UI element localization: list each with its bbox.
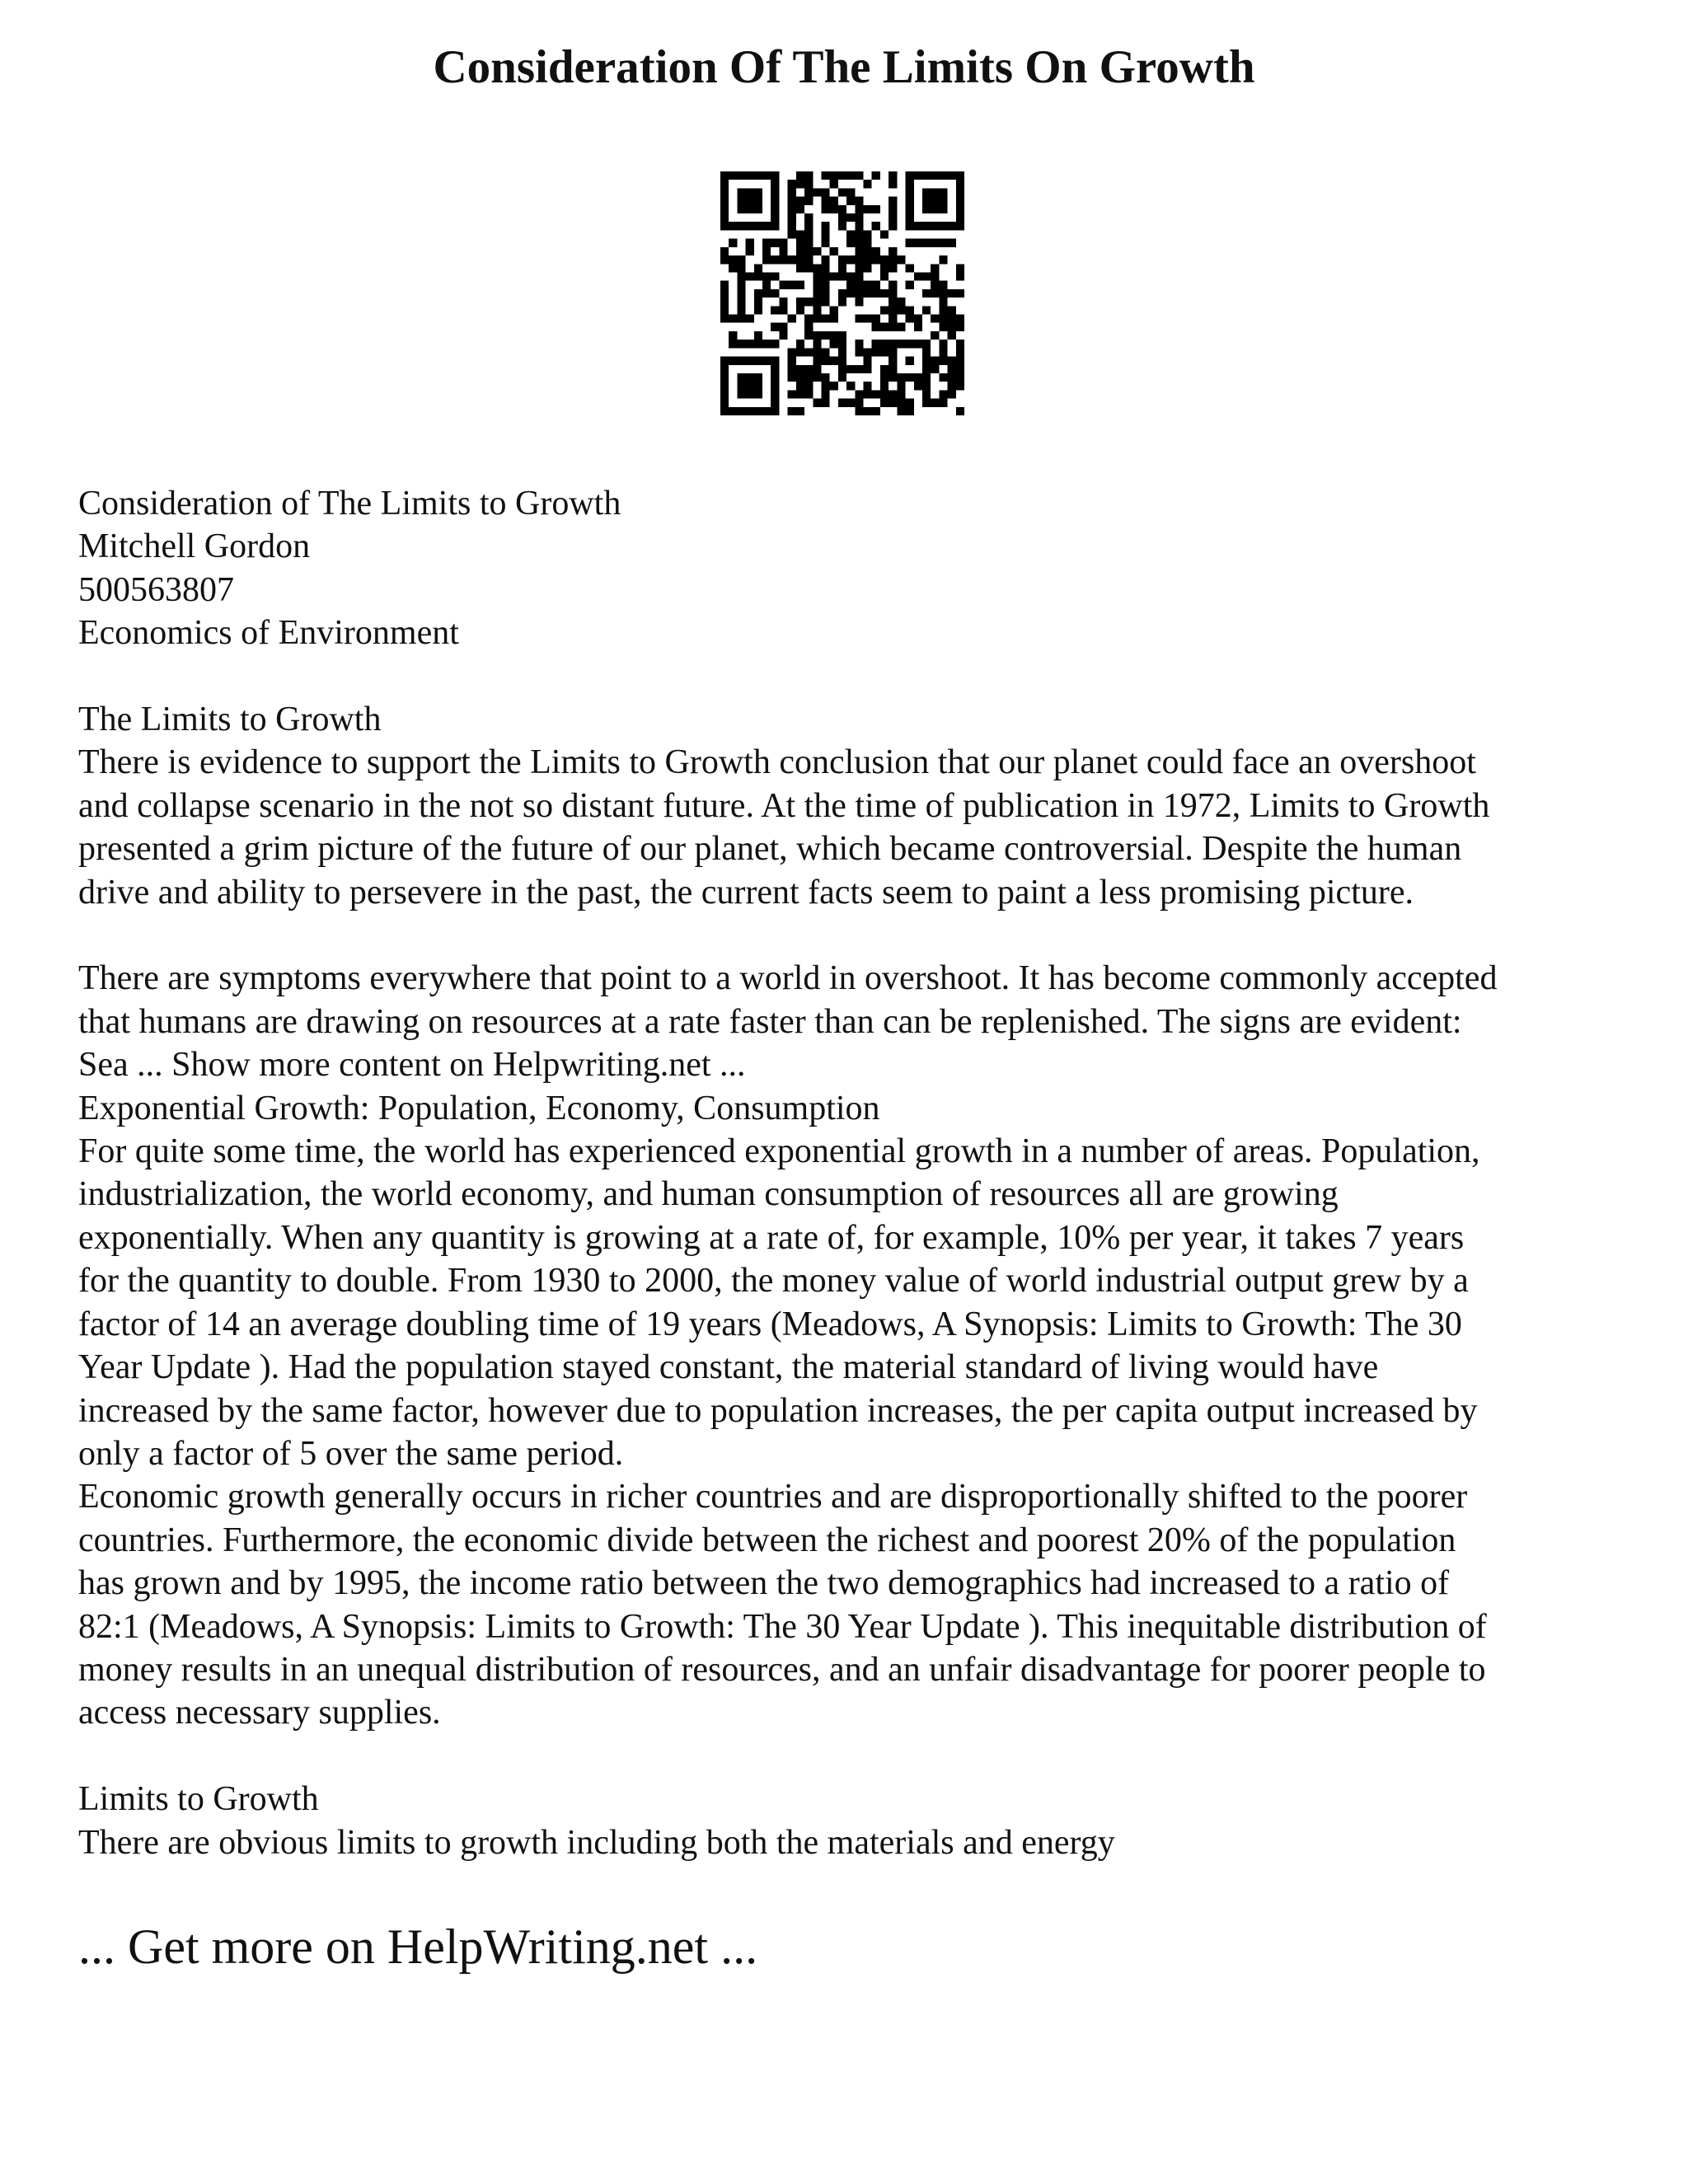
paragraph-line: Sea ... Show more content on Helpwriting.net ... <box>78 1046 746 1085</box>
paragraph-line: has grown and by 1995, the income ratio between the two demographics had increased to a ratio of <box>78 1564 1450 1603</box>
paragraph-line: only a factor of 5 over the same period. <box>78 1434 624 1473</box>
page-title: Consideration Of The Limits On Growth <box>433 41 1255 93</box>
section-limits-to-growth-2 <box>78 1778 1628 1864</box>
paragraph-line: drive and ability to persevere in the past, the current facts seem to paint a less promising picture. <box>78 873 1414 912</box>
paragraph-gap <box>78 1735 1628 1778</box>
paragraph-line: 82:1 (Meadows, A Synopsis: Limits to Growth: The 30 Year Update ). This inequitable distribution of <box>78 1607 1487 1646</box>
essay-title: Consideration of The Limits to Growth <box>78 485 621 523</box>
course-name: Economics of Environment <box>78 614 459 653</box>
paragraph-gap <box>78 655 1628 698</box>
section-heading: Exponential Growth: Population, Economy, Consumption <box>78 1089 880 1127</box>
get-more-link[interactable]: ... Get more on HelpWriting.net ... <box>78 1919 758 1974</box>
section-limits-to-growth <box>78 698 1628 914</box>
student-number: 500563807 <box>78 570 234 609</box>
section-heading: Limits to Growth <box>78 1780 319 1819</box>
paragraph-line: exponentially. When any quantity is growing at a rate of, for example, 10% per year, it takes 7 years <box>78 1218 1465 1257</box>
paragraph-line: factor of 14 an average doubling time of 19 years (Meadows, A Synopsis: Limits to Growth: The 30 <box>78 1305 1462 1343</box>
paragraph-line: industrialization, the world economy, and human consumption of resources all are growing <box>78 1175 1339 1214</box>
author-name: Mitchell Gordon <box>78 527 311 566</box>
paragraph-line: increased by the same factor, however due to population increases, the per capita output increased by <box>78 1391 1478 1430</box>
paragraph-line: money results in an unequal distribution of resources, and an unfair disadvantage for poorer people to <box>78 1650 1486 1689</box>
paragraph-line: and collapse scenario in the not so distant future. At the time of publication in 1972, Limits to Growth <box>78 786 1490 825</box>
paragraph-line: There are obvious limits to growth including both the materials and energy <box>78 1823 1115 1862</box>
paragraph-line: that humans are drawing on resources at a rate faster than can be replenished. The signs are evident: <box>78 1002 1462 1041</box>
document-body <box>78 482 1628 1864</box>
paragraph-line: presented a grim picture of the future of our planet, which became controversial. Despite the human <box>78 830 1462 869</box>
paragraph-line: For quite some time, the world has experienced exponential growth in a number of areas. Population, <box>78 1132 1480 1171</box>
cover-block <box>78 482 1628 655</box>
paragraph-line: There is evidence to support the Limits to Growth conclusion that our planet could face an overshoot <box>78 743 1476 782</box>
paragraph-line: access necessary supplies. <box>78 1694 441 1732</box>
qr-code-icon <box>720 171 964 415</box>
paragraph-line: for the quantity to double. From 1930 to 2000, the money value of world industrial output grew by a <box>78 1262 1469 1301</box>
paragraph-line: countries. Furthermore, the economic divide between the richest and poorest 20% of the population <box>78 1521 1456 1559</box>
section-heading: The Limits to Growth <box>78 701 382 739</box>
section-exponential-growth <box>78 1087 1628 1735</box>
section-overshoot <box>78 957 1628 1086</box>
paragraph-line: Year Update ). Had the population stayed constant, the material standard of living would have <box>78 1348 1379 1387</box>
paragraph-gap <box>78 914 1628 957</box>
paragraph-line: Economic growth generally occurs in richer countries and are disproportionally shifted to the poorer <box>78 1478 1468 1516</box>
paragraph-line: There are symptoms everywhere that point to a world in overshoot. It has become commonly accepted <box>78 959 1498 998</box>
